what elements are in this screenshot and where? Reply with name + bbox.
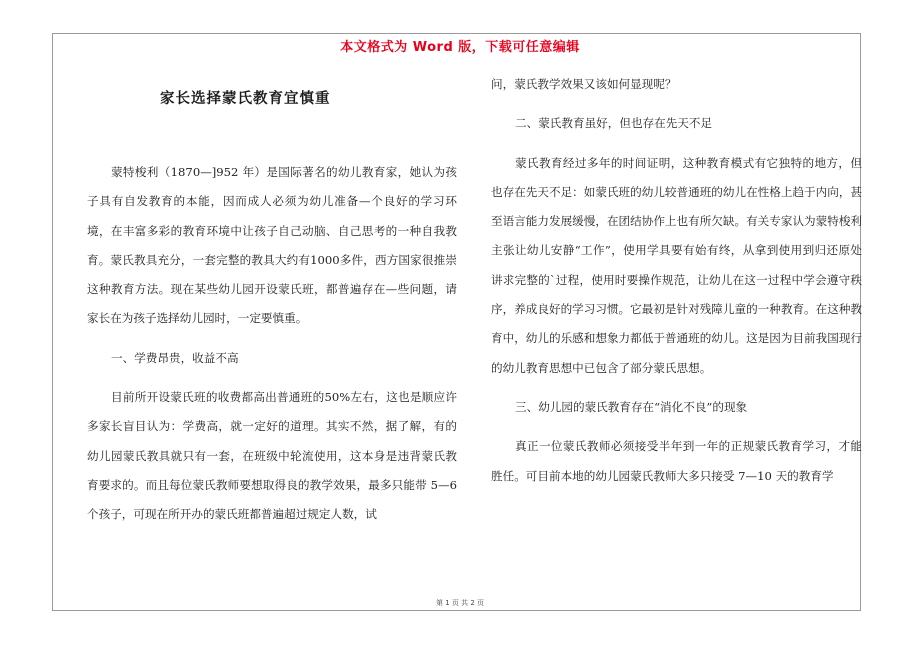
editable-notice-banner: 本文格式为 Word 版，下载可任意编辑 bbox=[340, 40, 580, 55]
section-heading-3: 三、幼儿园的蒙氏教育存在“消化不良”的现象 bbox=[515, 399, 748, 414]
section-3-paragraph: 真正一位蒙氏教师必须接受半年到一年的正规蒙氏教育学习，才能胜任。可目前本地的幼儿园蒙氏教师大多只接受 7—10 天的教育学 bbox=[491, 439, 862, 483]
left-column bbox=[87, 158, 457, 530]
document-title: 家长选择蒙氏教育宜慎重 bbox=[160, 91, 331, 107]
section-heading-1: 一、学费昂贵，收益不高 bbox=[111, 350, 239, 365]
continuation-paragraph: 问，蒙氏教学效果又该如何显现呢？ bbox=[491, 77, 677, 91]
section-heading-2: 二、蒙氏教育虽好，但也存在先天不足 bbox=[515, 116, 713, 131]
page-number-footer: 第 1 页 共 2 页 bbox=[435, 599, 485, 607]
intro-paragraph: 蒙特梭利（1870—]952 年）是国际著名的幼儿教育家，她认为孩子具有自发教育的本能，因而成人必须为幼儿准备—个良好的学习环境，在丰富多彩的教育环境中让孩子自己动脑、自己思考的一种自我教育。蒙氏教具充分，一套完整的教具大约有1000多件，西方国家很推崇这种教育方法。现在某些幼儿园开设蒙氏班，都普遍存在—些问题，请家长在为孩子选择幼儿园时，一定要慎重。 bbox=[87, 165, 457, 326]
section-2-paragraph: 蒙氏教育经过多年的时间证明，这种教育模式有它独特的地方，但也存在先天不足：如蒙氏班的幼儿较普通班的幼儿在性格上趋于内向，甚至语言能力发展缓慢，在团结协作上也有所欠缺。有关专家认为蒙特梭利主张让幼儿安静“工作”，使用学具要有始有终，从拿到使用到归还原处讲求完整的`过程，使用时要操作规范，让幼儿在这一过程中学会遵守秩序，养成良好的学习习惯。它最初是针对残障儿童的一种教育。在这种教育中，幼儿的乐感和想象力都低于普通班的幼儿。这是因为目前我国现行的幼儿教育思想中已包含了部分蒙氏思想。 bbox=[491, 155, 863, 375]
section-1-paragraph: 目前所开设蒙氏班的收费都高出普通班的50%左右，这也是顺应许多家长盲目认为：学费高，就一定好的道理。其实不然，据了解，有的幼儿园蒙氏教具就只有一套，在班级中轮流使用，这本身是违背蒙氏教育要求的。而且每位蒙氏教师要想取得良的教学效果，最多只能带 5—6 个孩子，可现在所开办的蒙氏班都普遍超过规定人数，试 bbox=[87, 390, 457, 522]
right-column bbox=[491, 70, 862, 491]
